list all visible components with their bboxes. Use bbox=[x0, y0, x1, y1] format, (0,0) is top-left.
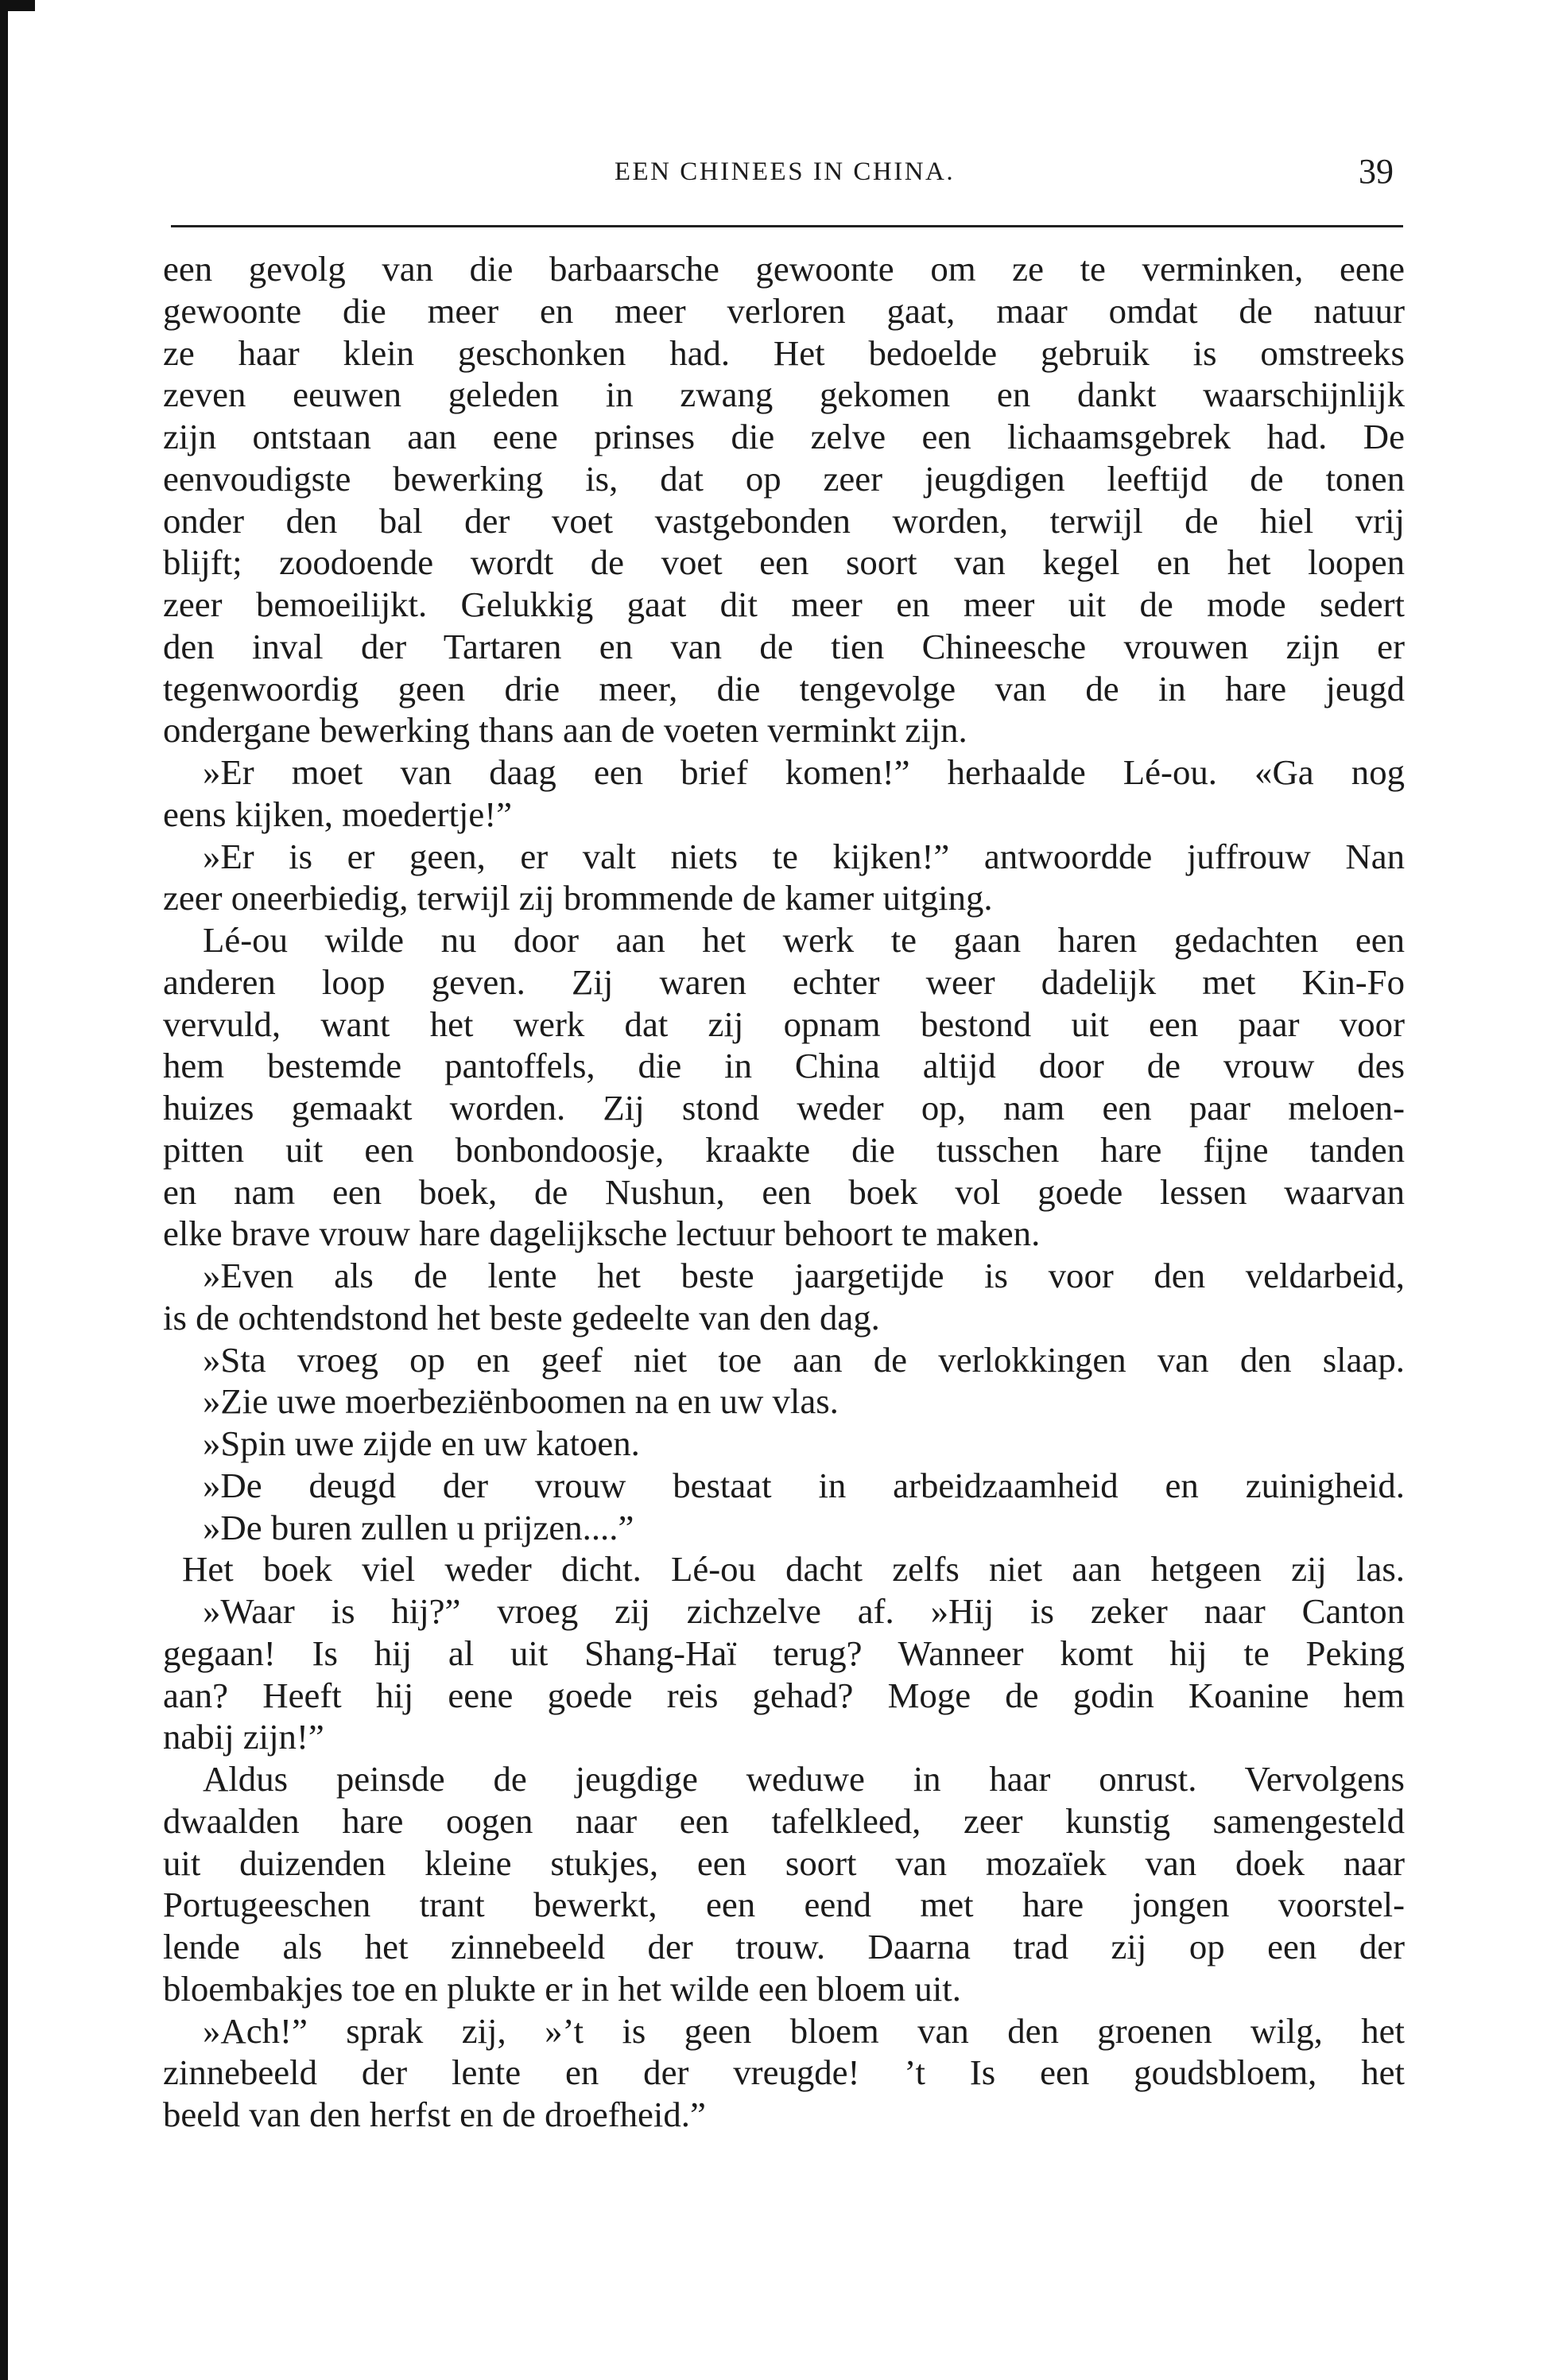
text-line: en nam een boek, de Nushun, een boek vol goede lessen waarvan bbox=[163, 1171, 1405, 1212]
text-line: »Ach!” sprak zij, »’t is geen bloem van den groenen wilg, het bbox=[203, 2010, 1405, 2051]
book-spine-edge bbox=[0, 0, 8, 2380]
text-line: zinnebeeld der lente en der vreugde! ’t Is een goudsbloem, het bbox=[163, 2052, 1405, 2093]
running-title: EEN CHINEES IN CHINA. bbox=[614, 157, 956, 186]
text-line: »De deugd der vrouw bestaat in arbeidzaamheid en zuinigheid. bbox=[203, 1465, 1405, 1505]
text-line: huizes gemaakt worden. Zij stond weder op, nam een paar meloen- bbox=[163, 1088, 1405, 1128]
text-line: bloembakjes toe en plukte er in het wilde een bloem uit. bbox=[163, 1968, 961, 2009]
text-line: blijft; zoodoende wordt de voet een soort van kegel en het loopen bbox=[163, 542, 1405, 583]
page-number: 39 bbox=[1359, 152, 1394, 191]
text-line: »Sta vroeg op en geef niet toe aan de verlokkingen van den slaap. bbox=[203, 1339, 1405, 1380]
text-line: uit duizenden kleine stukjes, een soort van mozaïek van doek naar bbox=[163, 1842, 1405, 1883]
text-line: vervuld, want het werk dat zij opnam bestond uit een paar voor bbox=[163, 1004, 1405, 1044]
text-line: eens kijken, moedertje!” bbox=[163, 794, 513, 834]
body-text bbox=[163, 248, 1405, 2136]
text-line: pitten uit een bonbondoosje, kraakte die tusschen hare fijne tanden bbox=[163, 1129, 1405, 1170]
text-line: »Er moet van daag een brief komen!” herhaalde Lé-ou. «Ga nog bbox=[203, 752, 1405, 792]
text-line: dwaalden hare oogen naar een tafelkleed, zeer kunstig samengesteld bbox=[163, 1800, 1405, 1841]
text-line: Aldus peinsde de jeugdige weduwe in haar onrust. Vervolgens bbox=[203, 1759, 1405, 1799]
text-line: lende als het zinnebeeld der trouw. Daarna trad zij op een der bbox=[163, 1927, 1405, 1967]
text-line: zeven eeuwen geleden in zwang gekomen en dankt waarschijnlijk bbox=[163, 375, 1405, 415]
text-line: zeer bemoeilijkt. Gelukkig gaat dit meer en meer uit de mode sedert bbox=[163, 584, 1405, 624]
text-line: »Er is er geen, er valt niets te kijken!” antwoordde juffrouw Nan bbox=[203, 836, 1405, 876]
text-line: »Waar is hij?” vroeg zij zichzelve af. »Hij is zeker naar Canton bbox=[203, 1591, 1405, 1631]
text-line: elke brave vrouw hare dagelijksche lectuur behoort te maken. bbox=[163, 1213, 1041, 1254]
text-line: een gevolg van die barbaarsche gewoonte om ze te verminken, eene bbox=[163, 249, 1405, 289]
text-line: Portugeeschen trant bewerkt, een eend met hare jongen voorstel- bbox=[163, 1885, 1405, 1925]
text-line: »Zie uwe moerbeziënboomen na en uw vlas. bbox=[203, 1381, 839, 1422]
text-line: »Even als de lente het beste jaargetijde is voor den veldarbeid, bbox=[203, 1256, 1405, 1295]
text-line: ondergane bewerking thans aan de voeten verminkt zijn. bbox=[163, 710, 967, 751]
text-line: den inval der Tartaren en van de tien Chineesche vrouwen zijn er bbox=[163, 626, 1405, 666]
header-rule bbox=[171, 225, 1403, 227]
text-line: beeld van den herfst en de droefheid.” bbox=[163, 2095, 706, 2134]
text-line: onder den bal der voet vastgebonden worden, terwijl de hiel vrij bbox=[163, 500, 1405, 541]
text-line: is de ochtendstond het beste gedeelte van den dag. bbox=[163, 1297, 880, 1338]
text-line: nabij zijn!” bbox=[163, 1717, 324, 1757]
text-line: aan? Heeft hij eene goede reis gehad? Moge de godin Koanine hem bbox=[163, 1675, 1405, 1715]
text-line: »De buren zullen u prijzen....” bbox=[203, 1507, 634, 1547]
text-line: Lé-ou wilde nu door aan het werk te gaan haren gedachten een bbox=[203, 920, 1405, 960]
page-corner-mark bbox=[0, 0, 35, 11]
page-header bbox=[165, 153, 1405, 200]
text-line: gegaan! Is hij al uit Shang-Haï terug? Wanneer komt hij te Peking bbox=[163, 1633, 1405, 1673]
text-line: Het boek viel weder dicht. Lé-ou dacht zelfs niet aan hetgeen zij las. bbox=[182, 1549, 1405, 1590]
text-line: zijn ontstaan aan eene prinses die zelve een lichaamsgebrek had. De bbox=[163, 417, 1405, 456]
text-line: zeer oneerbiedig, terwijl zij brommende de kamer uitging. bbox=[163, 878, 993, 918]
text-line: anderen loop geven. Zij waren echter weer dadelijk met Kin-Fo bbox=[163, 961, 1405, 1002]
text-line: »Spin uwe zijde en uw katoen. bbox=[203, 1423, 640, 1463]
text-line: eenvoudigste bewerking is, dat op zeer jeugdigen leeftijd de tonen bbox=[163, 458, 1405, 499]
text-line: ze haar klein geschonken had. Het bedoelde gebruik is omstreeks bbox=[163, 332, 1405, 373]
text-line: tegenwoordig geen drie meer, die tengevolge van de in hare jeugd bbox=[163, 668, 1405, 709]
text-line: hem bestemde pantoffels, die in China altijd door de vrouw des bbox=[163, 1046, 1405, 1086]
text-line: gewoonte die meer en meer verloren gaat, maar omdat de natuur bbox=[163, 290, 1405, 331]
